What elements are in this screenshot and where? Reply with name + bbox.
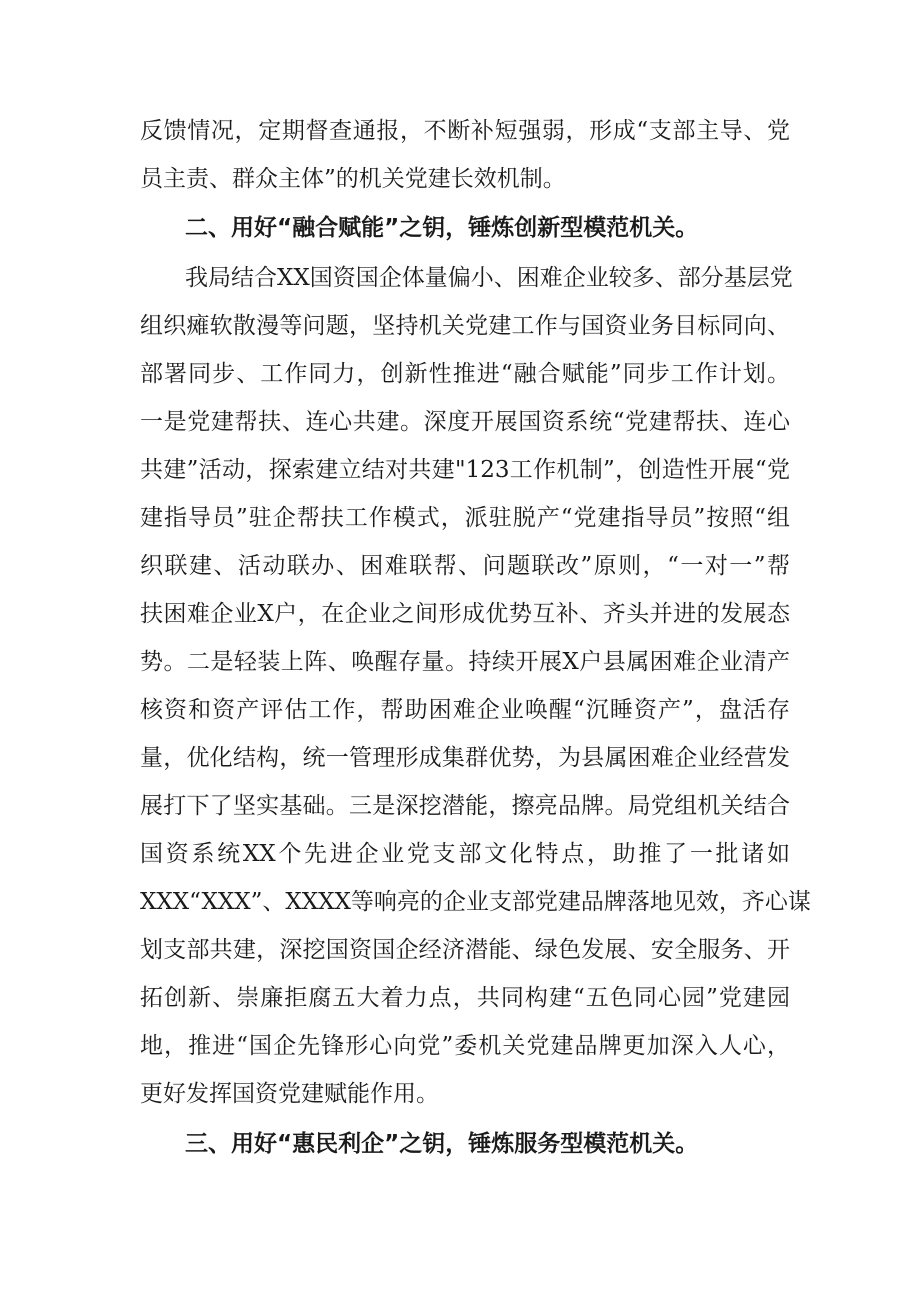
paragraph-line: 部署同步、工作同力，创新性推进“融合赋能”同步工作计划。 xyxy=(140,361,790,387)
paragraph-line: 组织瘫软散漫等问题，坚持机关党建工作与国资业务目标同向、 xyxy=(140,313,790,339)
section-heading-3: 三、用好“惠民利企”之钥，锤炼服务型模范机关。 xyxy=(185,1131,699,1157)
paragraph-line: XXX“XXX”、XXXX等响亮的企业支部党建品牌落地见效，齐心谋 xyxy=(140,889,811,915)
paragraph-line: 展打下了坚实基础。三是深挖潜能，擦亮品牌。局党组机关结合 xyxy=(140,793,790,819)
paragraph-line: 国资系统XX个先进企业党支部文化特点，助推了一批诸如 xyxy=(140,841,790,867)
paragraph-line: 核资和资产评估工作，帮助困难企业唤醒“沉睡资产”，盘活存 xyxy=(140,697,790,723)
section-heading-2: 二、用好“融合赋能”之钥，锤炼创新型模范机关。 xyxy=(185,215,699,241)
paragraph-line: 我局结合XX国资国企体量偏小、困难企业较多、部分基层党 xyxy=(185,265,793,291)
paragraph-line: 地，推进“国企先锋形心向党”委机关党建品牌更加深入人心， xyxy=(140,1033,790,1059)
paragraph-line: 扶困难企业X户，在企业之间形成优势互补、齐头并进的发展态 xyxy=(140,601,790,627)
paragraph-line: 更好发挥国资党建赋能作用。 xyxy=(140,1081,439,1107)
paragraph-line: 反馈情况，定期督查通报，不断补短强弱，形成“支部主导、党 xyxy=(140,118,790,144)
paragraph-line: 划支部共建，深挖国资国企经济潜能、绿色发展、安全服务、开 xyxy=(140,937,790,963)
paragraph-line: 员主责、群众主体”的机关党建长效机制。 xyxy=(140,166,566,192)
paragraph-line: 共建”活动，探索建立结对共建"123工作机制”，创造性开展“党 xyxy=(140,457,790,483)
paragraph-line: 拓创新、崇廉拒腐五大着力点，共同构建“五色同心园”党建园 xyxy=(140,985,790,1011)
paragraph-line: 量，优化结构，统一管理形成集群优势，为县属困难企业经营发 xyxy=(140,745,790,771)
paragraph-line: 建指导员”驻企帮扶工作模式，派驻脱产“党建指导员”按照“组 xyxy=(140,505,790,531)
paragraph-line: 织联建、活动联办、困难联帮、问题联改”原则，“一对一”帮 xyxy=(140,553,790,579)
paragraph-line: 势。二是轻装上阵、唤醒存量。持续开展X户县属困难企业清产 xyxy=(140,649,790,675)
paragraph-line: 一是党建帮扶、连心共建。深度开展国资系统“党建帮扶、连心 xyxy=(140,409,790,435)
